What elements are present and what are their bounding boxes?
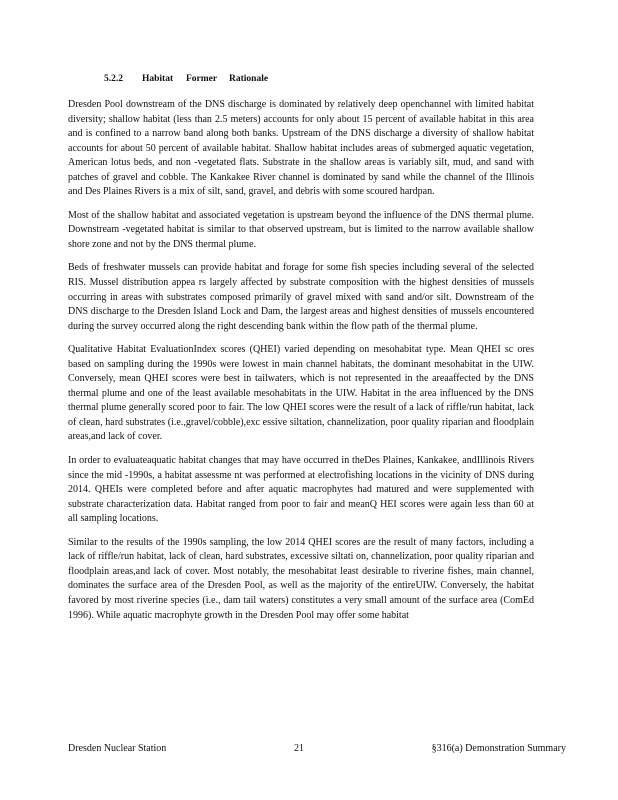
paragraph-habitat-assessment-2014: In order to evaluateaquatic habitat changes that may have occurred in theDes Plaines, Kankakee, andIllinois Rivers since the mid -1990s, a habitat assessme nt was performed at electrofishing locations in the vicinity of DNS during 2014. QHEIs were completed before and after aquatic macrophytes had matured and were supplemented with substrate characterization data. Habitat ranged from poor to fair and meanQ HEI scores were again less than 60 at all sampling locations.	[68, 455, 534, 525]
section-title-word-1: Habitat	[142, 74, 174, 84]
paragraph-dresden-pool-habitat: Dresden Pool downstream of the DNS discharge is dominated by relatively deep openchannel with limited habitat diversity; shallow habitat (less than 2.5 meters) accounts for only about 15 percent of available habitat in this area and is confined to a narrow band along both banks. Upstream of the DNS discharge a diversity of shallow habitat accounts for about 50 percent of available habitat. Shallow habitat includes areas of submerged aquatic vegetation, American lotus beds, and non -vegetated flats. Substrate in the shallow areas is variably silt, mud, and sand with patches of gravel and cobble. The Kankakee River channel is dominated by sand while the channel of the Illinois and Des Plaines Rivers is a mix of silt, sand, gravel, and debris with some scoured hardpan.	[68, 99, 534, 198]
section-number: 5.2.2	[104, 74, 123, 84]
footer-document-title: §316(a) Demonstration Summary	[431, 743, 566, 754]
document-body	[68, 98, 534, 632]
section-title-word-2: Former	[186, 74, 218, 84]
paragraph-2014-results: Similar to the results of the 1990s sampling, the low 2014 QHEI scores are the result of many factors, including a lack of riffle/run habitat, lack of clean, hard substrates, excessive siltati on, channelization, poor quality riparian and floodplain areas,and lack of cover. Most notably, the mesohabitat least desirable to riverine fishes, main channel, dominates the surface area of the Dresden Pool, as well as the majority of the entireUIW. Conversely, the habitat favored by most riverine species (i.e., dam tail waters) constitutes a very small amount of the surface area (ComEd 1996). While aquatic macrophyte growth in the Dresden Pool may offer some habitat	[68, 536, 534, 621]
paragraph-qhei-scores: Qualitative Habitat EvaluationIndex scores (QHEI) varied depending on mesohabitat type. Mean QHEI sc ores based on sampling during the 1990s were lowest in main channel habitats, the dominant mesohabitat in the UIW. Conversely, mean QHEI scores were best in tailwaters, which is not represented in the areaaffected by the DNS thermal plume and one of the least available mesohabitats in the UIW. Habitat in the area influenced by the DNS thermal plume generally scored poor to fair. The low QHEI scores were the result of a lack of riffle/run habitat, lack of clean, hard substrates (i.e.,gravel/cobble),exc essive siltation, channelization, poor quality riparian and floodplain areas,and lack of cover.	[68, 344, 534, 443]
section-title-word-3: Rationale	[229, 74, 269, 84]
page-footer	[68, 743, 566, 754]
footer-station-name: Dresden Nuclear Station	[68, 743, 167, 754]
paragraph-freshwater-mussels: Beds of freshwater mussels can provide habitat and forage for some fish species including several of the selected RIS. Mussel distribution appea rs largely affected by substrate composition with the highest densities of mussels occurring in areas with substrates composed primarily of gravel mixed with sand and/or silt. Downstream of the DNS discharge to the Dresden Island Lock and Dam, the largest areas and highest densities of mussels encountered during the survey occurred along the right descending bank within the flow path of the thermal plume.	[68, 262, 534, 332]
page-number: 21	[293, 743, 304, 754]
section-heading	[104, 74, 268, 84]
paragraph-shallow-habitat: Most of the shallow habitat and associated vegetation is upstream beyond the influence of the DNS thermal plume. Downstream -vegetated habitat is similar to that observed upstream, but is limited to the narrow available shallow shore zone and not by the DNS thermal plume.	[68, 209, 534, 250]
